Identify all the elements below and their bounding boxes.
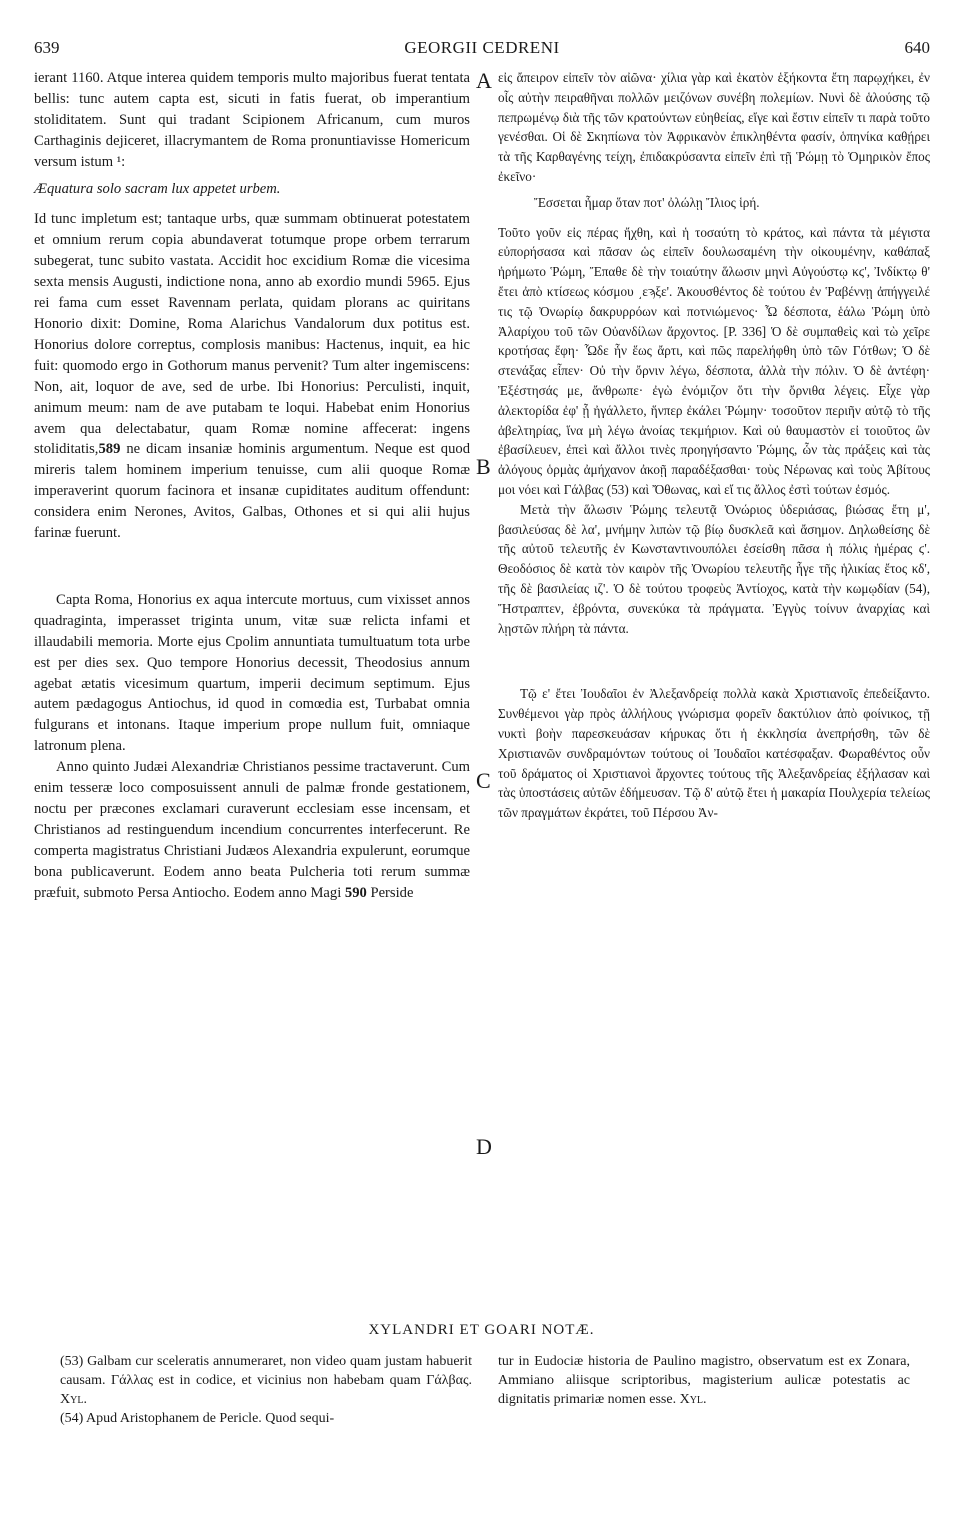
footnote-53 xyxy=(60,1352,472,1409)
notes-right-column xyxy=(498,1352,910,1409)
footnote-signature: Xyl. xyxy=(60,1392,87,1407)
latin-text: Anno quinto Judæi Alexandriæ Christianos pessime tractaverunt. Cum enim tesseræ loco composuissent annuli de palmæ fronde gestationem, noctu per præcones exclamari curaverunt ecclesiam esse incensam, et Christianos ad restinguendum incendium concurrentes interfecerunt. Re comperta magistratus Christiani Judæos Alexandria expulerunt, eorumque bona publicaverunt. Eodem anno beata Pulcheria toti rerum summæ præfuit, submoto Persa Antiocho. Eodem anno Magi xyxy=(34,759,470,901)
page-title: GEORGII CEDRENI xyxy=(404,38,560,57)
section-marker-c: C xyxy=(476,768,491,793)
running-head xyxy=(34,38,930,62)
margin-page-number: 589 xyxy=(98,441,121,458)
section-marker-a: A xyxy=(476,68,492,93)
notes-left-column xyxy=(60,1352,472,1428)
latin-paragraph xyxy=(34,209,470,544)
greek-paragraph: εἰς ἄπειρον εἰπεῖν τὸν αἰῶνα· χίλια γὰρ καὶ ἑκατὸν ἑξήκοντα ἔτη παρῳχήκει, ἐν οἷς αὐτὴν πειραθῆναι πολλῶν μειζόνων συνέβη πολεμίων. Νυνὶ δὲ ἁλούσης τῷ πεπρωμένῳ διὰ τῆς τῶν κρατούντων εὐηθείας, εἴγε καὶ ἔστιν εἰπεῖν τι παρὰ τοῦτο γενέσθαι. Οἱ δὲ Σκηπίωνα τὸν Ἀφρικανὸν ἐπικληθέντα φασίν, ὁπηνίκα καθῄρει τὰ τῆς Καρθαγένης τείχη, ἐπιδακρύσαντα εἰπεῖν ἐπὶ τῇ Ῥώμῃ τὸ Ὁμηρικὸν ἔπος ἐκεῖνο· xyxy=(498,70,930,184)
latin-text: Id tunc impletum est; tantaque urbs, quæ summam obtinuerat potestatem et omnium rerum copia abundaverat totumque prope orbem terrarum subegerat, tunc subito vastata. Accidit hoc excidium Romæ die vicesima sexta mensis Augusti, indictione nona, anno ab exordio mundi 5965. Ejus rei fama cum esset Ravennam perlata, quidam plorans ac quiritans Honorio dixit: Domine, Roma Alarichus Vandalorum dux potitus est. Honorius dolore correptus, complosis manibus: Hactenus, inquit, ea hic fuit: quomodo ergo in Gothorum manus pervenit? Tum alter ingemiscens: Non, ait, loquor de ave, sed de urbe. Ibi Honorius: Perculisti, inquit, animum meum: nam de ave putabam te loqui. Habebat enim Honorius avem qua delectabatur, quam Romæ nomine affecerat: ingens stoliditatis, xyxy=(34,211,470,458)
notes-heading: XYLANDRI ET GOARI NOTÆ. xyxy=(368,1322,595,1338)
footnote-continuation xyxy=(498,1352,910,1409)
margin-page-number: 590 xyxy=(344,884,367,901)
latin-text: Perside xyxy=(370,884,414,901)
latin-text: ne dicam insaniæ hominis argumentum. Neque est quod mireris talem hominem imperium tenuisse, cum alii quoque Romæ imperaverint quorum facinora et insanæ cupiditates auditum offendunt: considera enim Nerones, Avitos, Galbas, Othones et si qui alii hujus farinæ fuerunt. xyxy=(34,441,470,542)
latin-paragraph xyxy=(34,757,470,903)
footnote-signature: Xyl. xyxy=(679,1392,707,1407)
right-page-number: 640 xyxy=(904,38,930,57)
latin-paragraph: Capta Roma, Honorius ex aqua intercute mortuus, cum vixisset annos quadraginta, imperasset triginta unum, vitæ suæ relicta infami et illaudabili memoria. Morte ejus Cpolim annuntiata tumultuatum tota urbe est per dies sex. Quo tempore Honorius decessit, Theodosius annum agebat ætatis vicesimum quartum, imperii decimum septimum. Ejus autem pædagogus Antiochus, id quod in comœdia est, Turbabat omnia fulgurans et intonans. Itaque imperium prope nullum fuit, omniaque latronum plena. xyxy=(34,591,470,755)
greek-paragraph: Τοῦτο γοῦν εἰς πέρας ἤχθη, καὶ ἡ τοσαύτη τὸ κράτος, καὶ πάντα τὰ μέγιστα εὐπορήσασα καὶ πᾶσαν ὡς εἰπεῖν δουλωσαμένη τὴν οἰκουμένην, καθάπαξ ἠρήμωτο Ῥώμη, Ἔπαθε δὲ τὴν τοιαύτην ἅλωσιν μηνὶ Αὐγούστῳ κϛ', Ἰνδίκτῳ θ' ἔτει ἀπὸ κτίσεως κόσμου ͵εϡξε'. Ἀκουσθέντος δὲ τούτου ἐν Ῥαβέννῃ ἀπήγγειλέ τις τῷ Ὀνωρίῳ δακρυρρόων καὶ ποτνιώμενος· Ὦ δέσποτα, ἑάλω Ῥώμη ὑπὸ Ἀλαρίχου τοῦ τῶν Οὐανδίλων ἄρχοντος. [P. 336] Ὁ δὲ συμπαθεὶς καὶ τὼ χεῖρε κροτήσας ἔφη· Ὧδε ἦν ἕως ἄρτι, καὶ πῶς παρελήφθη ὑπὸ τῶν Γότθων; Ὁ δὲ στενάξας εἶπεν· Οὐ τὴν ὄρνιν λέγω, δέσποτα, ἀλλὰ τὴν πόλιν. Ὁ δὲ ἀντέφη· Ἐξέστησάς με, ἄνθρωπε· ἐγὼ ἐνόμιζον ὅτι τὴν ὄρνιθα λέγεις. Εἶχε γὰρ ἀλεκτορίδα ἐφ' ᾗ ἠγάλλετο, ἥνπερ ἐκάλει Ῥώμην· τοσοῦτον περιῆν αὐτῷ τὸ τῆς ἀβελτηρίας, ἵνα μὴ λέγω ἀνοίας τεκμήριον. Καὶ οὐ θαυμαστὸν εἰ τοιοῦτος ὢν ἐβασίλευεν, ἐπεὶ καὶ ἄλλοι τινὲς προηγήσαντο Ῥώμης, ὧν τὰς πράξεις καὶ τὰς ἀλόγους ὁρμὰς ἀμήχανον ἀκοῇ παραδέξασθαι· τοὺς Νέρωνας καὶ τοὺς Ἀβίτους μοι νόει καὶ Γάλβας (53) καὶ Ὄθωνας, καὶ εἴ τις ἄλλος ἐστὶ τούτων ἐσμός. xyxy=(498,224,930,497)
footnote-54: (54) Apud Aristophanem de Pericle. Quod sequi- xyxy=(60,1411,335,1426)
left-page-number: 639 xyxy=(34,38,60,57)
greek-column xyxy=(498,68,930,823)
greek-paragraph: Μετὰ τὴν ἅλωσιν Ῥώμης τελευτᾷ Ὀνώριος ὑδεριάσας, βιώσας ἔτη μ', βασιλεύσας δὲ λα', μνήμην λιπὼν τῷ βίῳ δυσκλεᾶ καὶ ἄσημον. Δηλωθείσης δὲ τῆς αὐτοῦ τελευτῆς ἐν Κωνσταντινουπόλει ἐσείσθη πᾶσα ἡ πόλις ἡμέρας ϛ'. Θεοδόσιος δὲ κατὰ τὸν καιρὸν τῆς Ὀνωρίου τελευτῆς ἦγε τῆς ἡλικίας ἔτος κδ', τῆς δὲ βασιλείας ιζ'. Ὁ δὲ τούτου τροφεὺς Ἀντίοχος, κατὰ τὴν κωμῳδίαν (54), Ἤστραπτεν, ἐβρόντα, συνεκύκα τὰ πράγματα. Ἐγγὺς τοίνυν ἀναρχίας καὶ λῃστῶν πλήρη τὰ πάντα. xyxy=(498,501,930,636)
footnote-text: tur in Eudociæ historia de Paulino magistro, observatum est ex Zonara, Ammiano aliisque scriptoribus, magisterium aulicæ potestatis ac dignitatis primariæ nomen esse. xyxy=(498,1354,910,1407)
section-marker-d: D xyxy=(476,1134,492,1159)
greek-paragraph: Τῷ ε' ἔτει Ἰουδαῖοι ἐν Ἀλεξανδρείᾳ πολλὰ κακὰ Χριστιανοῖς ἐπεδείξαντο. Συνθέμενοι γὰρ πρὸς ἀλλήλους γνώρισμα φορεῖν δακτύλιον ἀπὸ φοίνικος, τῇ νυκτὶ βοὴν παρεσκευάσαν κήρυκας ὅτι ἡ ἐκκλησία ἀνεπρήσθη, τῶν δὲ Χριστιανῶν συνδραμόντων τούτους οἱ Ἰουδαῖοι κατέσφαξαν. Φωραθέντος οὖν τοῦ δράματος οἱ Χριστιανοὶ ἄρχοντες τούτους τῆς Ἀλεξανδρείας ἐξήλασαν καὶ τὰς ὑποστάσεις αὐτῶν ἐδήμευσαν. Τῷ δ' αὐτῷ ἔτει ἡ μακαρία Πουλχερία τελείως τῶν πραγμάτων ἐκράτει, τοῦ Πέρσου Ἀν- xyxy=(498,686,930,821)
latin-column xyxy=(34,68,470,904)
latin-paragraph: ierant 1160. Atque interea quidem temporis multo majoribus fuerat tentata bellis: tunc autem capta est, sicuti in fatis fuerat, ob imperantium stoliditatem. Sunt qui tradant Scipionem Africanum, cum muros Carthaginis dejiceret, illacrymantem de Roma pronuntiavisse Homericum versum istum ¹: xyxy=(34,70,470,170)
section-marker-b: B xyxy=(476,454,491,479)
greek-verse: Ἔσσεται ἦμαρ ὅταν ποτ' ὀλώλῃ Ἴλιος ἱρή. xyxy=(534,194,760,210)
footnote-text: (53) Galbam cur sceleratis annumeraret, non video quam justam habuerit causam. Γάλλας est in codice, et vicinius non habebam quam Γάλβας. xyxy=(60,1354,472,1388)
latin-verse: Æquatura solo sacram lux appetet urbem. xyxy=(34,180,281,197)
